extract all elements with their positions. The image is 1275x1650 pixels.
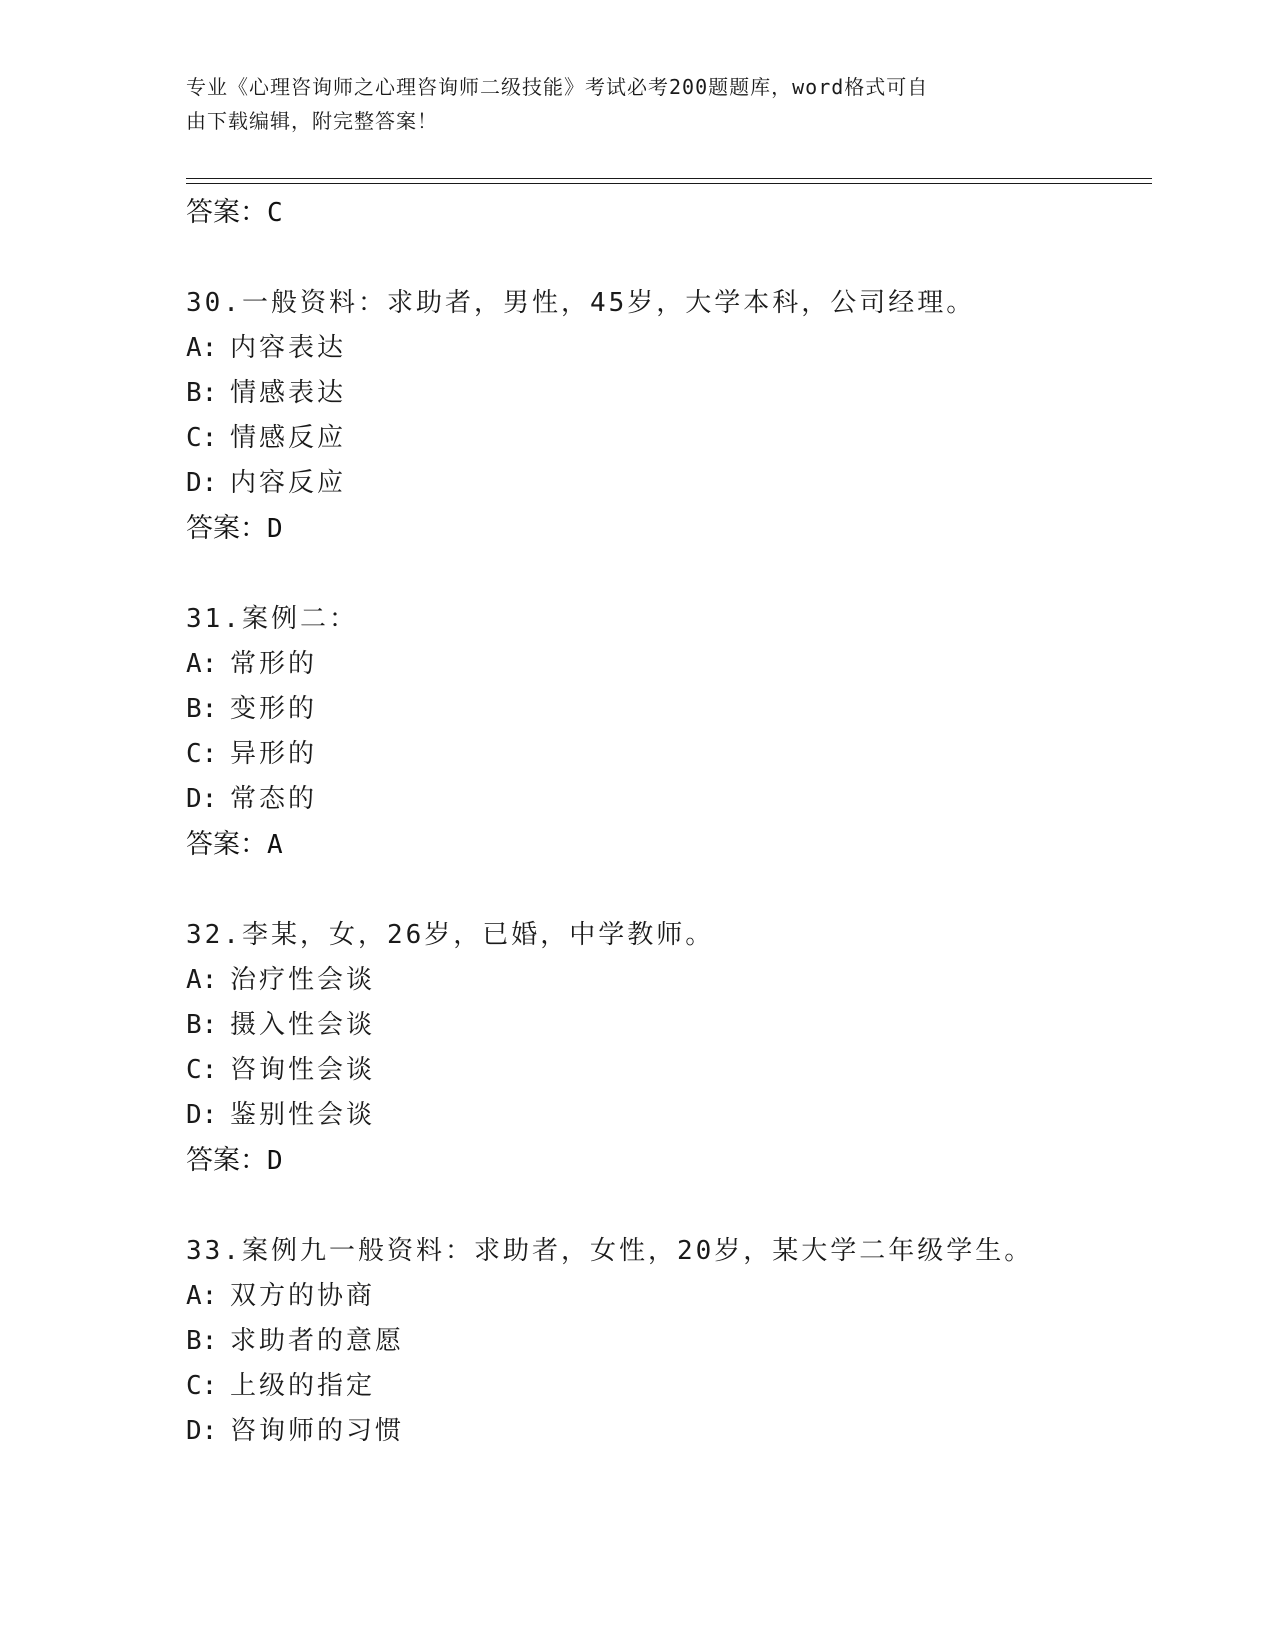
- option-b: [186, 1003, 1152, 1048]
- option-d: [186, 777, 1152, 822]
- option-key: A:: [186, 649, 218, 679]
- question-block: [186, 913, 1152, 1183]
- answer-value: C: [267, 198, 283, 228]
- option-text: 情感反应: [230, 423, 347, 453]
- answer-line: [186, 822, 1152, 867]
- question-stem: 33.案例九一般资料：求助者，女性，20岁，某大学二年级学生。: [186, 1236, 1034, 1266]
- answer-value: D: [267, 1146, 283, 1176]
- option-d: [186, 461, 1152, 506]
- option-text: 咨询性会谈: [230, 1055, 376, 1085]
- option-key: D:: [186, 468, 218, 498]
- answer-line: [186, 190, 1152, 235]
- option-b: [186, 687, 1152, 732]
- answer-label: 答案：: [186, 513, 267, 544]
- option-a: [186, 958, 1152, 1003]
- option-b: [186, 371, 1152, 416]
- option-key: B:: [186, 1010, 218, 1040]
- question-block: [186, 1229, 1152, 1454]
- answer-line: [186, 1138, 1152, 1183]
- option-key: B:: [186, 1326, 218, 1356]
- question-block: [186, 597, 1152, 867]
- option-text: 常形的: [230, 649, 318, 679]
- option-a: [186, 1274, 1152, 1319]
- answer-label: 答案：: [186, 829, 267, 860]
- option-key: B:: [186, 694, 218, 724]
- option-key: C:: [186, 739, 218, 769]
- spacer: [186, 235, 1152, 281]
- option-text: 治疗性会谈: [230, 965, 376, 995]
- option-key: A:: [186, 1281, 218, 1311]
- option-key: B:: [186, 378, 218, 408]
- question-list: [186, 190, 1152, 1454]
- answer-label: 答案：: [186, 197, 267, 228]
- question-stem: 32.李某，女，26岁，已婚，中学教师。: [186, 920, 715, 950]
- option-key: A:: [186, 965, 218, 995]
- option-key: D:: [186, 784, 218, 814]
- answer-value: D: [267, 514, 283, 544]
- option-a: [186, 642, 1152, 687]
- answer-line: [186, 506, 1152, 551]
- option-d: [186, 1409, 1152, 1454]
- option-c: [186, 416, 1152, 461]
- option-text: 内容反应: [230, 468, 347, 498]
- option-a: [186, 326, 1152, 371]
- option-text: 情感表达: [230, 378, 347, 408]
- header-divider-bottom: [186, 183, 1152, 184]
- option-text: 常态的: [230, 784, 318, 814]
- option-key: D:: [186, 1100, 218, 1130]
- option-text: 变形的: [230, 694, 318, 724]
- question-block: [186, 281, 1152, 551]
- option-d: [186, 1093, 1152, 1138]
- answer-value: A: [267, 830, 283, 860]
- spacer: [186, 1183, 1152, 1229]
- option-c: [186, 1048, 1152, 1093]
- question-stem: 30.一般资料：求助者，男性，45岁，大学本科，公司经理。: [186, 288, 976, 318]
- option-text: 鉴别性会谈: [230, 1100, 376, 1130]
- document-header: [186, 70, 1066, 138]
- option-key: C:: [186, 1371, 218, 1401]
- option-text: 双方的协商: [230, 1281, 376, 1311]
- answer-label: 答案：: [186, 1145, 267, 1176]
- option-text: 上级的指定: [230, 1371, 376, 1401]
- option-key: A:: [186, 333, 218, 363]
- option-c: [186, 1364, 1152, 1409]
- option-text: 异形的: [230, 739, 318, 769]
- option-key: C:: [186, 1055, 218, 1085]
- option-text: 内容表达: [230, 333, 347, 363]
- option-key: C:: [186, 423, 218, 453]
- header-line-1: 专业《心理咨询师之心理咨询师二级技能》考试必考200题题库，word格式可自: [186, 75, 929, 99]
- header-divider-top: [186, 178, 1152, 179]
- option-c: [186, 732, 1152, 777]
- option-text: 咨询师的习惯: [230, 1416, 405, 1446]
- header-line-2: 由下载编辑，附完整答案！: [186, 109, 438, 133]
- spacer: [186, 551, 1152, 597]
- option-b: [186, 1319, 1152, 1364]
- option-text: 求助者的意愿: [230, 1326, 405, 1356]
- question-stem: 31.案例二：: [186, 604, 358, 634]
- option-key: D:: [186, 1416, 218, 1446]
- option-text: 摄入性会谈: [230, 1010, 376, 1040]
- spacer: [186, 867, 1152, 913]
